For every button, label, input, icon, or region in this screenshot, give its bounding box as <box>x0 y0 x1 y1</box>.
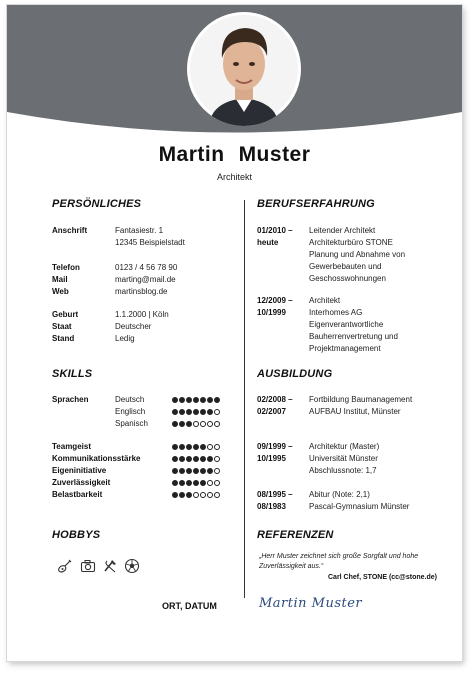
rating-dot <box>186 480 192 486</box>
entry-line: Gewerbebauten und <box>309 262 382 271</box>
skill-name: Kommunikationsstärke <box>52 454 141 463</box>
skill-rating <box>172 456 220 462</box>
entry-line: Architekturbüro STONE <box>309 238 393 247</box>
rating-dot <box>179 492 185 498</box>
language-rating <box>172 409 220 415</box>
personal-label: Anschrift <box>52 226 88 235</box>
rating-dot <box>179 397 185 403</box>
languages-label: Sprachen <box>52 395 89 404</box>
references-heading: REFERENZEN <box>257 529 334 541</box>
place-date: ORT, DATUM <box>162 601 217 611</box>
personal-label: Mail <box>52 275 68 284</box>
resume-page <box>7 5 462 661</box>
entry-line: Bauherrenvertretung und <box>309 332 398 341</box>
rating-dot <box>179 480 185 486</box>
entry-date-start: 01/2010 – <box>257 226 293 235</box>
rating-dot <box>186 397 192 403</box>
skill-name: Zuverlässigkeit <box>52 478 111 487</box>
rating-dot <box>172 492 178 498</box>
personal-label: Telefon <box>52 263 80 272</box>
skill-name: Belastbarkeit <box>52 490 103 499</box>
rating-dot <box>193 444 199 450</box>
rating-dot <box>207 492 213 498</box>
rating-dot <box>200 409 206 415</box>
rating-dot <box>179 468 185 474</box>
rating-dot <box>179 409 185 415</box>
personal-value: Fantasiestr. 1 <box>115 226 164 235</box>
personal-value: 1.1.2000 | Köln <box>115 310 169 319</box>
personal-value: martinsblog.de <box>115 287 168 296</box>
column-divider <box>244 200 245 598</box>
rating-dot <box>214 421 220 427</box>
experience-heading: BERUFSERFAHRUNG <box>257 198 375 210</box>
entry-line: Projektmanagement <box>309 344 381 353</box>
personal-heading: PERSÖNLICHES <box>52 198 142 210</box>
entry-date-end: 10/1999 <box>257 308 286 317</box>
rating-dot <box>207 456 213 462</box>
entry-line: Abitur (Note: 2,1) <box>309 490 370 499</box>
reference-quote: „Herr Muster zeichnet sich große Sorgfalt und hohe Zuverlässigkeit aus.“ <box>259 553 419 570</box>
personal-value: 12345 Beispielstadt <box>115 238 185 247</box>
rating-dot <box>207 409 213 415</box>
entry-line: Interhomes AG <box>309 308 363 317</box>
first-name: Martin <box>158 143 225 166</box>
rating-dot <box>207 421 213 427</box>
personal-label: Geburt <box>52 310 79 319</box>
skill-rating <box>172 468 220 474</box>
rating-dot <box>207 480 213 486</box>
rating-dot <box>207 397 213 403</box>
hobbies-heading: HOBBYS <box>52 529 101 541</box>
rating-dot <box>172 480 178 486</box>
entry-line: Fortbildung Baumanagement <box>309 395 413 404</box>
skills-heading: SKILLS <box>52 368 93 380</box>
entry-date-end: 02/2007 <box>257 407 286 416</box>
language-rating <box>172 421 220 427</box>
rating-dot <box>200 444 206 450</box>
entry-date-end: 10/1995 <box>257 454 286 463</box>
rating-dot <box>186 421 192 427</box>
entry-line: AUFBAU Institut, Münster <box>309 407 401 416</box>
rating-dot <box>193 397 199 403</box>
entry-date-start: 12/2009 – <box>257 296 293 305</box>
rating-dot <box>172 397 178 403</box>
personal-label: Web <box>52 287 69 296</box>
entry-date-end: heute <box>257 238 279 247</box>
rating-dot <box>214 444 220 450</box>
rating-dot <box>207 444 213 450</box>
rating-dot <box>186 468 192 474</box>
rating-dot <box>193 456 199 462</box>
signature: Martin Muster <box>259 596 363 611</box>
rating-dot <box>172 468 178 474</box>
rating-dot <box>179 444 185 450</box>
rating-dot <box>186 444 192 450</box>
language-name: Deutsch <box>115 395 145 404</box>
rating-dot <box>207 468 213 474</box>
last-name: Muster <box>238 143 311 166</box>
reference-author: Carl Chef, STONE (cc@stone.de) <box>328 574 437 581</box>
rating-dot <box>214 397 220 403</box>
person-name <box>7 143 462 167</box>
entry-line: Geschosswohnungen <box>309 274 386 283</box>
rating-dot <box>172 456 178 462</box>
language-name: Spanisch <box>115 419 148 428</box>
entry-date-start: 08/1995 – <box>257 490 293 499</box>
entry-line: Leitender Architekt <box>309 226 376 235</box>
rating-dot <box>200 421 206 427</box>
rating-dot <box>214 468 220 474</box>
entry-line: Eigenverantwortliche <box>309 320 384 329</box>
skill-rating <box>172 444 220 450</box>
rating-dot <box>200 468 206 474</box>
rating-dot <box>193 468 199 474</box>
tools-icon <box>102 558 118 574</box>
rating-dot <box>200 456 206 462</box>
rating-dot <box>214 480 220 486</box>
rating-dot <box>186 409 192 415</box>
skill-name: Teamgeist <box>52 442 91 451</box>
skill-rating <box>172 492 220 498</box>
rating-dot <box>214 409 220 415</box>
entry-line: Pascal-Gymnasium Münster <box>309 502 410 511</box>
entry-date-start: 09/1999 – <box>257 442 293 451</box>
guitar-icon <box>57 558 73 574</box>
rating-dot <box>186 456 192 462</box>
education-heading: AUSBILDUNG <box>257 368 333 380</box>
person-avatar-icon <box>187 12 301 126</box>
personal-value: 0123 / 4 56 78 90 <box>115 263 178 272</box>
language-name: Englisch <box>115 407 146 416</box>
language-rating <box>172 397 220 403</box>
rating-dot <box>193 421 199 427</box>
rating-dot <box>214 456 220 462</box>
rating-dot <box>172 444 178 450</box>
personal-label: Staat <box>52 322 72 331</box>
rating-dot <box>172 409 178 415</box>
rating-dot <box>193 409 199 415</box>
rating-dot <box>214 492 220 498</box>
football-icon <box>124 558 140 574</box>
entry-date-end: 08/1983 <box>257 502 286 511</box>
entry-date-start: 02/2008 – <box>257 395 293 404</box>
rating-dot <box>200 397 206 403</box>
entry-line: Universität Münster <box>309 454 378 463</box>
job-title: Architekt <box>216 172 252 182</box>
personal-value: Ledig <box>115 334 135 343</box>
rating-dot <box>172 421 178 427</box>
entry-line: Architektur (Master) <box>309 442 380 451</box>
rating-dot <box>193 492 199 498</box>
personal-label: Stand <box>52 334 75 343</box>
rating-dot <box>179 421 185 427</box>
rating-dot <box>179 456 185 462</box>
rating-dot <box>200 480 206 486</box>
camera-icon <box>80 558 96 574</box>
rating-dot <box>193 480 199 486</box>
skill-name: Eigeninitiative <box>52 466 107 475</box>
personal-value: Deutscher <box>115 322 152 331</box>
profile-photo <box>187 12 301 126</box>
personal-value: marting@mail.de <box>115 275 176 284</box>
rating-dot <box>200 492 206 498</box>
rating-dot <box>186 492 192 498</box>
skill-rating <box>172 480 220 486</box>
entry-line: Abschlussnote: 1,7 <box>309 466 377 475</box>
entry-line: Planung und Abnahme von <box>309 250 406 259</box>
entry-line: Architekt <box>309 296 341 305</box>
